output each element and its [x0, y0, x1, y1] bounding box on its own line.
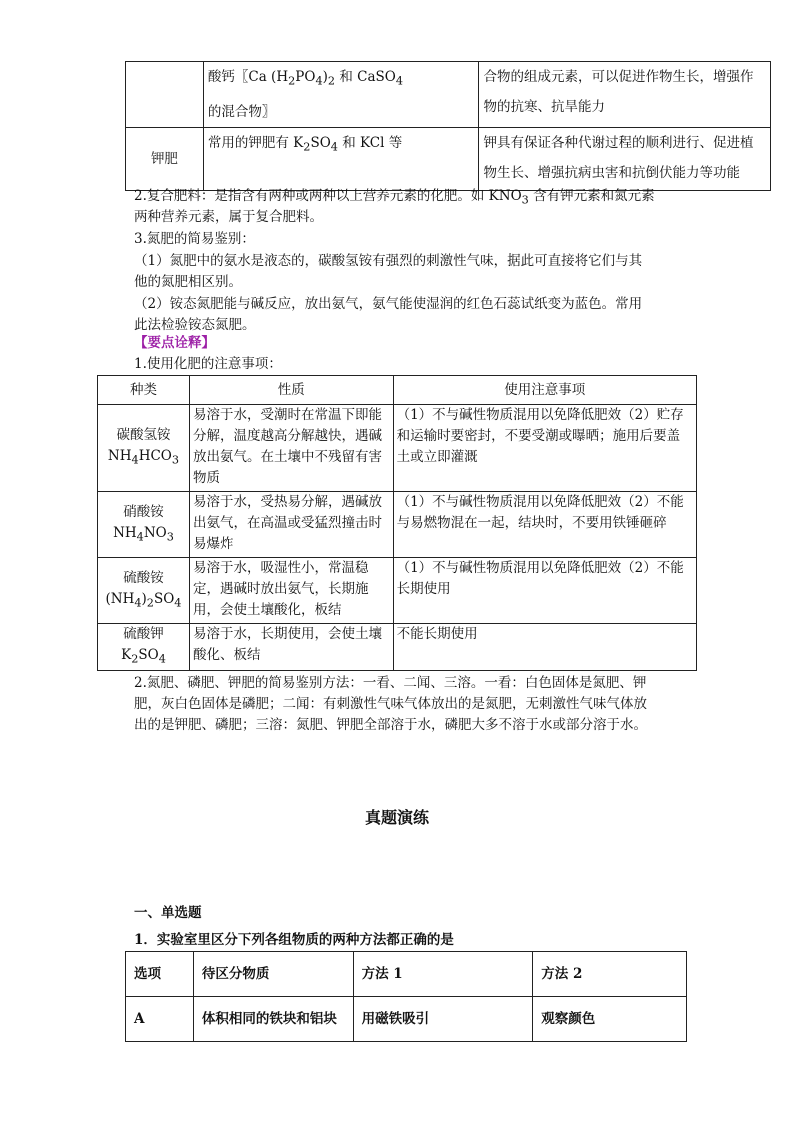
table-row — [98, 558, 697, 624]
option-method-1: 用磁铁吸引 — [353, 997, 533, 1042]
question-options-table — [125, 951, 687, 1042]
paragraph-line: 肥，灰白色固体是磷肥；二闻：有刺激性气味气体放出的是氮肥，无刺激性气味气体放 — [134, 696, 647, 712]
fertilizer-name: 硝酸铵 $NH_4NO_3$ — [98, 492, 190, 558]
paragraph-line: 2.氮肥、磷肥、钾肥的简易鉴别方法：一看、二闻、三溶。一看：白色固体是氮肥、钾 — [134, 675, 647, 691]
paragraph-line: 1.使用化肥的注意事项： — [134, 356, 282, 372]
paragraph-line: 两种营养元素，属于复合肥料。 — [134, 209, 323, 225]
fertilizer-property: 易溶于水，受热易分解，遇碱放出氨气，在高温或受猛烈撞击时易爆炸 — [189, 492, 393, 558]
column-header: 方法 1 — [353, 952, 533, 997]
fertilizer-precautions-table — [97, 375, 697, 671]
fertilizer-name: 硫酸钾 $K_2SO_4$ — [98, 624, 190, 671]
fertilizer-property: 易溶于水，受潮时在常温下即能分解，温度越高分解越快，遇碱放出氨气。在土壤中不残留有害物质 — [189, 405, 393, 492]
fertilizer-desc: 常用的钾肥有 $K_2SO_4$ 和 KCl 等 — [203, 127, 479, 190]
table-header-row — [126, 952, 687, 997]
table-row — [126, 62, 771, 128]
column-header: 性质 — [189, 376, 393, 405]
table-row — [98, 492, 697, 558]
fertilizer-function: 合物的组成元素，可以促进作物生长，增强作物的抗寒、抗旱能力 — [479, 62, 771, 128]
fertilizer-property: 易溶于水，吸湿性小，常温稳定，遇碱时放出氨气，长期施用，会使土壤酸化，板结 — [189, 558, 393, 624]
paragraph-line: 出的是钾肥、磷肥；三溶：氮肥、钾肥全部溶于水，磷肥大多不溶于水或部分溶于水。 — [134, 717, 647, 733]
usage-note: （1）不与碱性物质混用以免降低肥效（2）贮存和运输时要密封，不要受潮或曝晒；施用后要盖土或立即灌溉 — [393, 405, 696, 492]
usage-note: （1）不与碱性物质混用以免降低肥效（2）不能与易燃物混在一起，结块时，不要用铁锤砸碎 — [393, 492, 696, 558]
fertilizer-type: 钾肥 — [126, 127, 204, 190]
usage-note: 不能长期使用 — [393, 624, 696, 671]
usage-note: （1）不与碱性物质混用以免降低肥效（2）不能长期使用 — [393, 558, 696, 624]
fertilizer-type — [126, 62, 204, 128]
fertilizer-function: 钾具有保证各种代谢过程的顺利进行、促进植物生长、增强抗病虫害和抗倒伏能力等功能 — [479, 127, 771, 190]
column-header: 使用注意事项 — [393, 376, 696, 405]
table-row — [98, 624, 697, 671]
key-points-heading: 【要点诠释】 — [134, 335, 215, 351]
column-header: 种类 — [98, 376, 190, 405]
fertilizer-name: 碳酸氢铵 $NH_4HCO_3$ — [98, 405, 190, 492]
option-substances: 体积相同的铁块和铝块 — [193, 997, 353, 1042]
option-method-2: 观察颜色 — [533, 997, 687, 1042]
option-label: A — [126, 997, 194, 1042]
section-title: 真题演练 — [364, 808, 429, 827]
fertilizer-type-table — [125, 61, 771, 191]
fertilizer-property: 易溶于水，长期使用，会使土壤酸化、板结 — [189, 624, 393, 671]
fertilizer-desc: 酸钙〖Ca $(H_2PO_4)_2$ 和 CaSO$_4$ 的混合物〗 — [203, 62, 479, 128]
question-section-heading: 一、单选题 — [134, 905, 202, 921]
column-header: 选项 — [126, 952, 194, 997]
paragraph-compound-fertilizer: 2.复合肥料：是指含有两种或两种以上营养元素的化肥。如 $KNO_3$ 含有钾元素和氮元素 — [134, 188, 655, 207]
paragraph-line: 3.氮肥的简易鉴别： — [134, 231, 255, 247]
table-row — [98, 405, 697, 492]
table-row — [126, 997, 687, 1042]
fertilizer-name: 硫酸铵 $(NH_4)_2SO_4$ — [98, 558, 190, 624]
paragraph-line: 此法检验铵态氮肥。 — [134, 317, 256, 333]
paragraph-line: 他的氮肥相区别。 — [134, 274, 242, 290]
table-header-row — [98, 376, 697, 405]
column-header: 待区分物质 — [193, 952, 353, 997]
paragraph-line: （2）铵态氮肥能与碱反应，放出氨气，氨气能使湿润的红色石蕊试纸变为蓝色。常用 — [134, 296, 643, 312]
column-header: 方法 2 — [533, 952, 687, 997]
table-row — [126, 127, 771, 190]
paragraph-line: （1）氮肥中的氨水是液态的，碳酸氢铵有强烈的刺激性气味，据此可直接将它们与其 — [134, 253, 643, 269]
question-text: 1．实验室里区分下列各组物质的两种方法都正确的是 — [134, 932, 454, 948]
